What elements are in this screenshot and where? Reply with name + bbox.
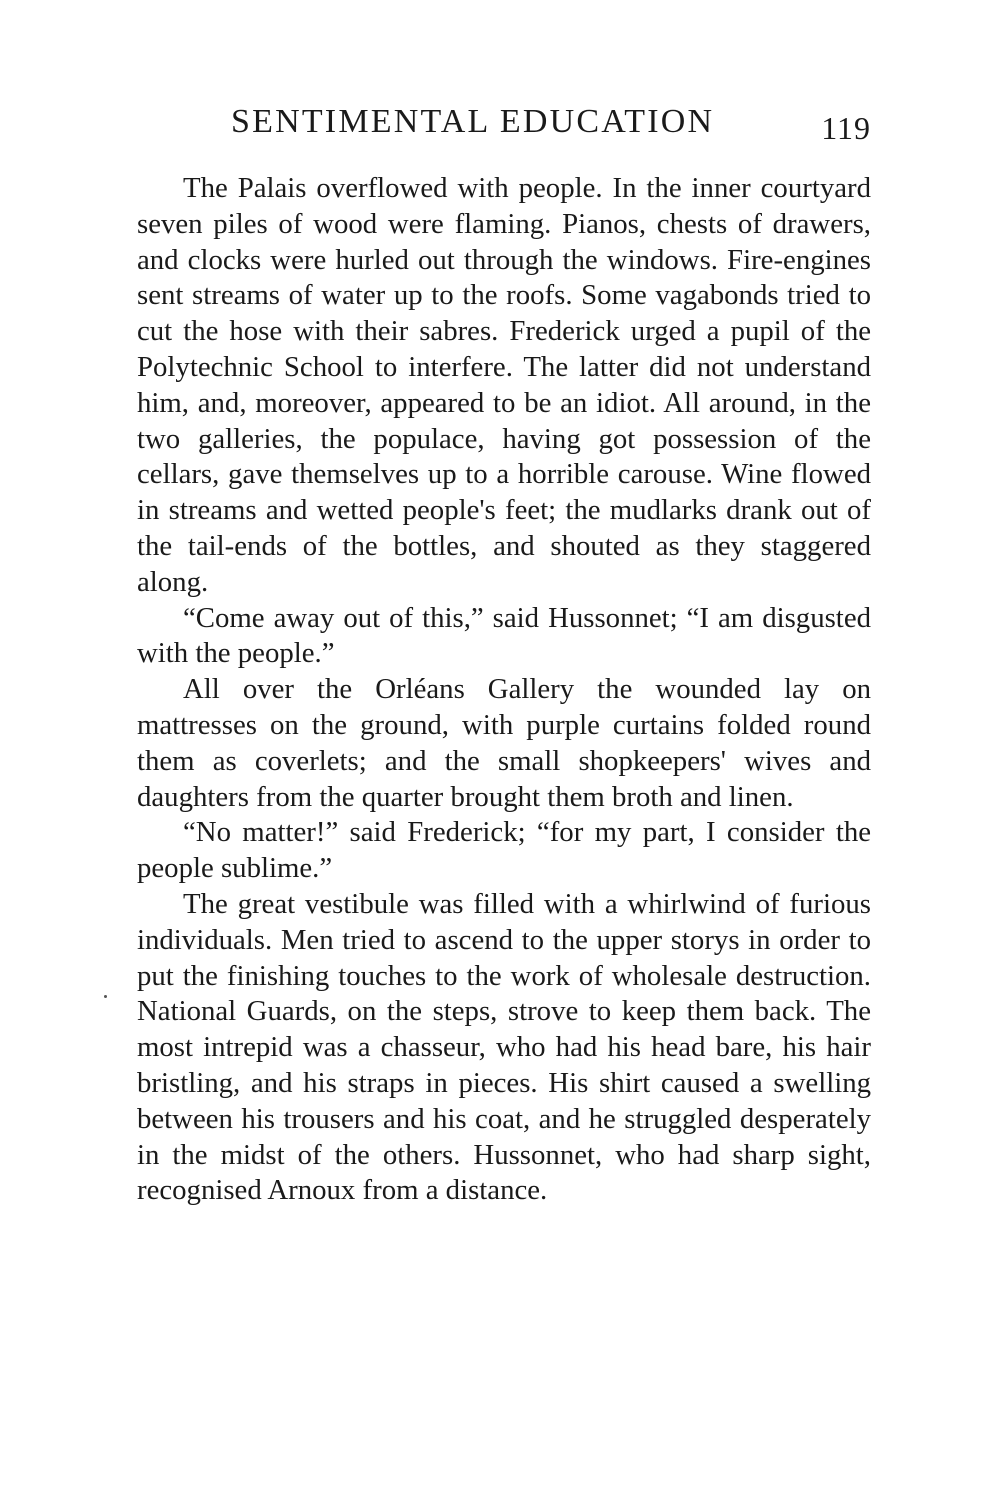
body-text xyxy=(137,171,871,1209)
paragraph-frederick-quote: “No matter!” said Frederick; “for my part, I consider the people sublime.” xyxy=(137,816,871,885)
page-number: 119 xyxy=(821,110,871,146)
paragraph-vestibule: The great vestibule was filled with a whirlwind of furious individuals. Men tried to ascend to the upper storys in order to put the finishing touches to the work of wholesale destruction. National Guards, on the steps, strove to keep them back. The most intrepid was a chasseur, who had his head bare, his hair bristling, and his straps in pieces. His shirt caused a swelling between his trousers and his coat, and he struggled desperately in the midst of the others. Hussonnet, who had sharp sight, recognised Arnoux from a distance. xyxy=(137,887,871,1207)
running-title: SENTIMENTAL EDUCATION xyxy=(231,103,715,140)
paragraph-palais: The Palais overflowed with people. In the inner courtyard seven piles of wood were flaming. Pianos, chests of drawers, and clocks were hurled out through the windows. Fire-engines sent streams of water up to the roofs. Some vagabonds tried to cut the hose with their sabres. Frederick urged a pupil of the Polytechnic School to interfere. The latter did not understand him, and, moreover, appeared to be an idiot. All around, in the two galleries, the populace, having got possession of the cellars, gave themselves up to a horrible carouse. Wine flowed in streams and wetted people's feet; the mudlarks drank out of the tail-ends of the bottles, and shouted as they staggered along. xyxy=(137,172,871,598)
paragraph-orleans-gallery: All over the Orléans Gallery the wounded lay on mattresses on the ground, with purple curtains folded round them as coverlets; and the small shopkeepers' wives and daughters from the quarter brought them broth and linen. xyxy=(137,673,871,813)
paragraph-hussonnet-quote: “Come away out of this,” said Hussonnet; “I am disgusted with the people.” xyxy=(137,601,871,670)
ink-speck xyxy=(104,995,107,998)
running-head xyxy=(137,98,871,146)
